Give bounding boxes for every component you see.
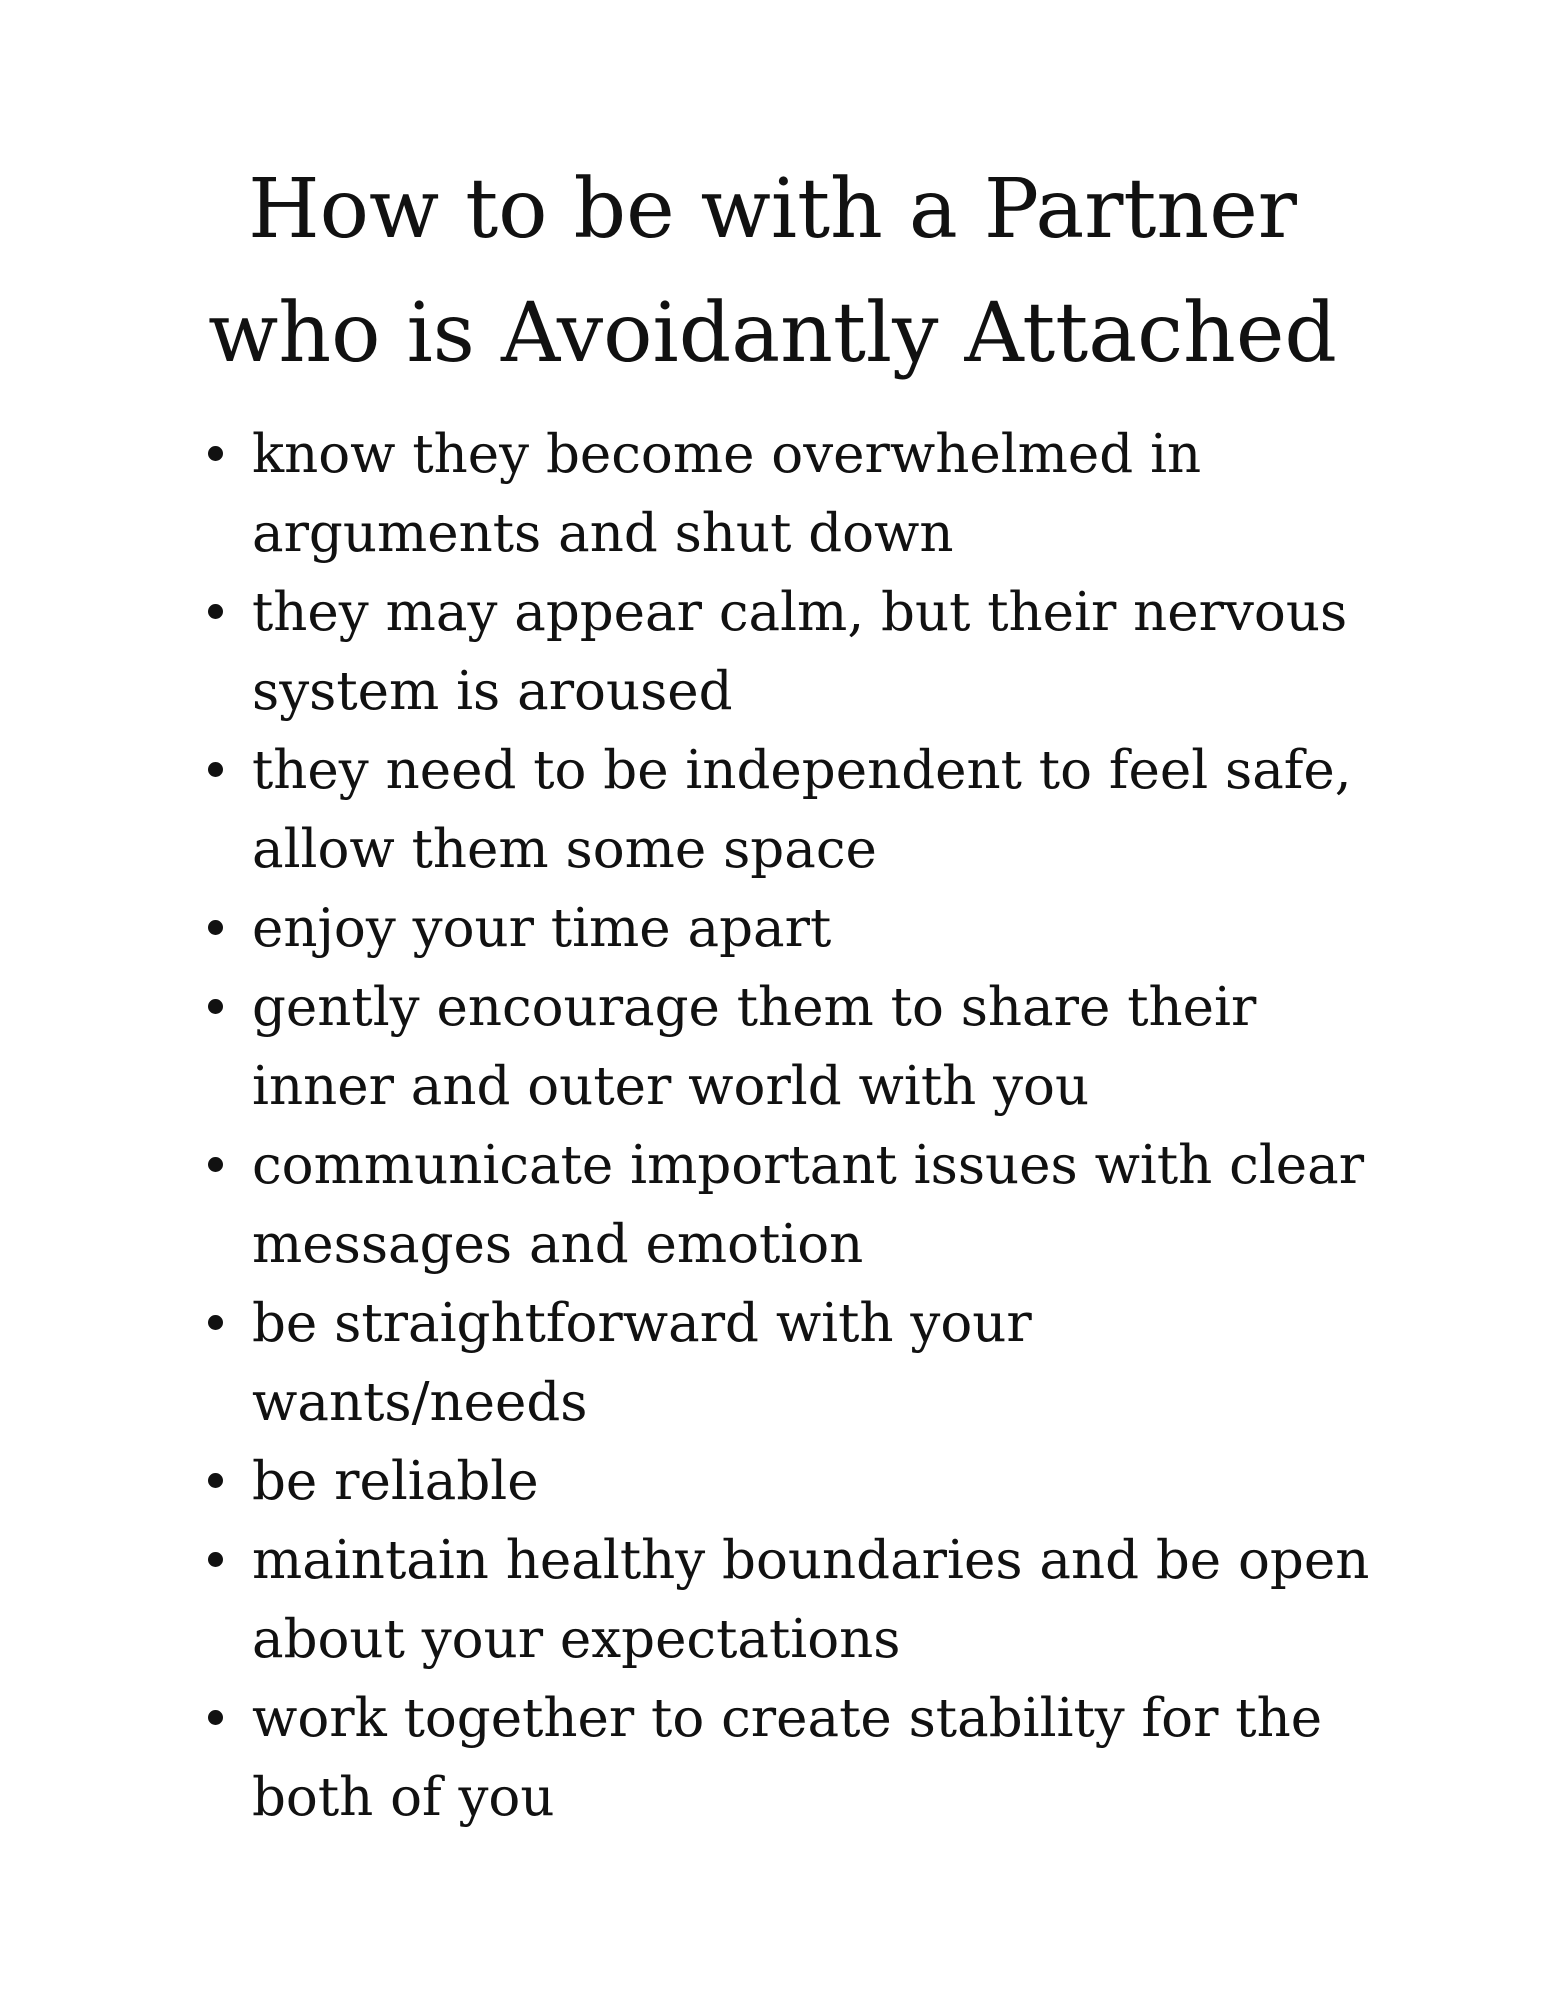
tip-line: arguments and shut down	[252, 503, 954, 564]
tip-line: enjoy your time apart	[252, 898, 832, 959]
list-item	[200, 731, 1400, 889]
tip-line: gently encourage them to share their	[252, 977, 1257, 1038]
tip-line: messages and emotion	[252, 1214, 864, 1275]
tip-line: communicate important issues with clear	[252, 1135, 1365, 1196]
list-item	[200, 968, 1400, 1126]
tip-line: system is aroused	[252, 661, 733, 722]
list-item	[200, 1442, 1400, 1521]
list-item	[200, 1521, 1400, 1679]
tip-line: work together to create stability for the	[252, 1688, 1323, 1749]
bullet-icon	[208, 1552, 223, 1567]
tip-line: be straightforward with your	[252, 1293, 1032, 1354]
bullet-icon	[208, 920, 223, 935]
bullet-icon	[208, 1157, 223, 1172]
page-title	[0, 148, 1545, 396]
tip-line: both of you	[252, 1767, 555, 1828]
tip-line: inner and outer world with you	[252, 1056, 1090, 1117]
tip-line: maintain healthy boundaries and be open	[252, 1530, 1370, 1591]
tip-line: they may appear calm, but their nervous	[252, 582, 1348, 643]
list-item	[200, 1284, 1400, 1442]
tip-line: know they become overwhelmed in	[252, 424, 1202, 485]
title-line-2: who is Avoidantly Attached	[208, 286, 1337, 381]
bullet-icon	[208, 1473, 223, 1488]
list-item	[200, 415, 1400, 573]
bullet-icon	[208, 604, 223, 619]
bullet-icon	[208, 446, 223, 461]
bullet-icon	[208, 1710, 223, 1725]
list-item	[200, 1126, 1400, 1284]
tip-line: allow them some space	[252, 819, 877, 880]
tip-line: about your expectations	[252, 1609, 901, 1670]
list-item	[200, 889, 1400, 968]
tips-list	[200, 415, 1400, 1837]
list-item	[200, 1679, 1400, 1837]
bullet-icon	[208, 762, 223, 777]
tip-line: they need to be independent to feel safe,	[252, 740, 1352, 801]
list-item	[200, 573, 1400, 731]
tip-line: wants/needs	[252, 1372, 588, 1433]
bullet-icon	[208, 1315, 223, 1330]
tip-line: be reliable	[252, 1451, 539, 1512]
bullet-icon	[208, 999, 223, 1014]
title-line-1: How to be with a Partner	[248, 162, 1297, 257]
